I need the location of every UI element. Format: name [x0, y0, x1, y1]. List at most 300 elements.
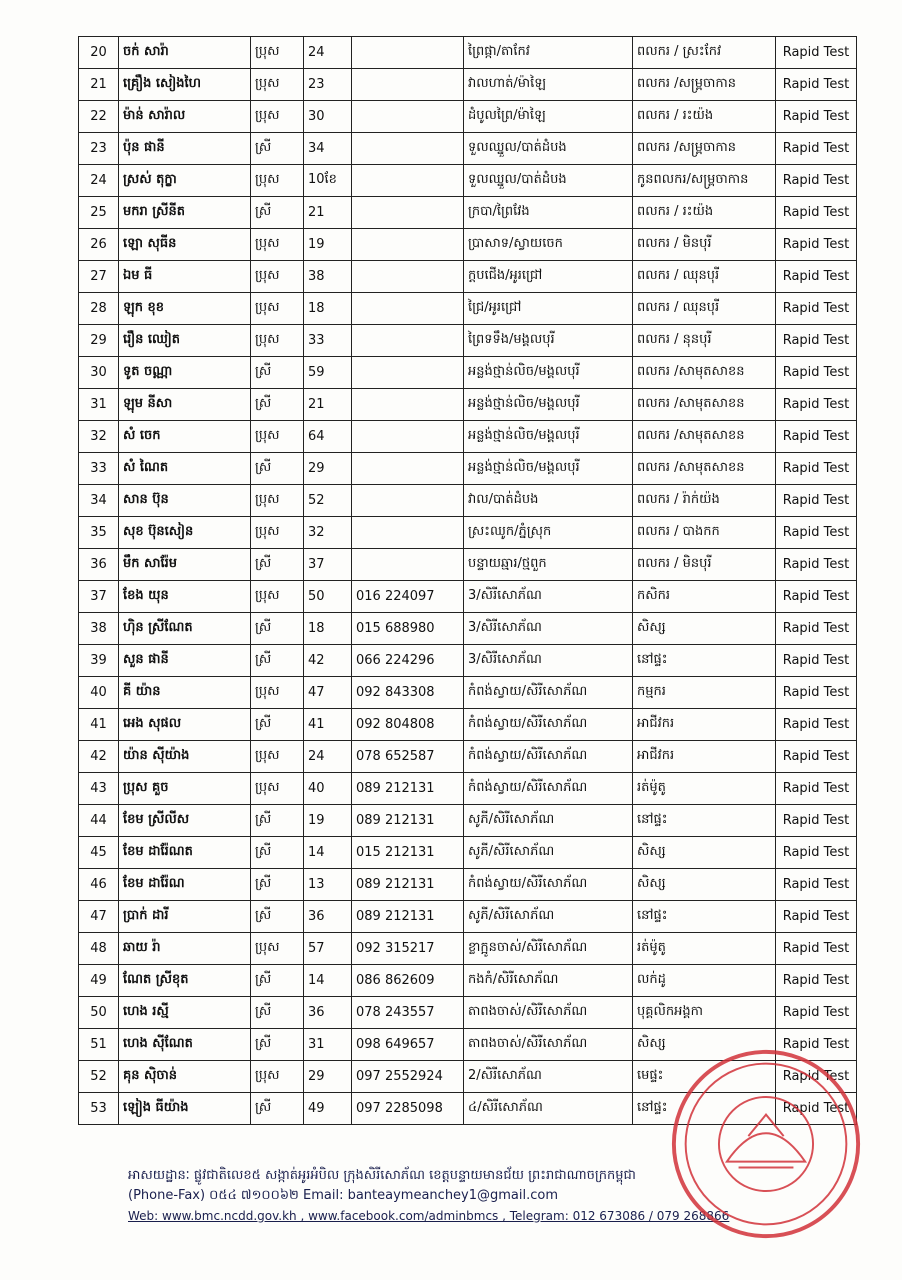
cell-address: តាពងចាស់/សិរីសោភ័ណ	[464, 997, 633, 1029]
cell-person-name: ណែត ស្រីខុត	[119, 965, 251, 997]
table-row	[79, 837, 857, 869]
cell-occupation: កសិករ	[633, 581, 776, 613]
cell-row-number: 49	[79, 965, 119, 997]
table-row	[79, 133, 857, 165]
cell-sex: ប្រុស	[251, 741, 304, 773]
cell-test-type: Rapid Test	[776, 965, 857, 997]
cell-phone-number: 015 688980	[352, 613, 464, 645]
table-row	[79, 581, 857, 613]
cell-address: តាពងចាស់/សិរីសោភ័ណ	[464, 1029, 633, 1061]
cell-address: ជ្រៃ/អូរជ្រៅ	[464, 293, 633, 325]
cell-test-type: Rapid Test	[776, 613, 857, 645]
cell-phone-number: 089 212131	[352, 773, 464, 805]
table-row	[79, 773, 857, 805]
cell-person-name: ហេង រស្មី	[119, 997, 251, 1029]
cell-age: 23	[304, 69, 352, 101]
cell-occupation: ពលករ / រះយ៉ង	[633, 101, 776, 133]
cell-occupation: អាជីវករ	[633, 741, 776, 773]
cell-row-number: 39	[79, 645, 119, 677]
cell-phone-number: 078 652587	[352, 741, 464, 773]
cell-address: ព្រៃផ្កា/តាកែវ	[464, 37, 633, 69]
cell-row-number: 41	[79, 709, 119, 741]
cell-sex: ស្រី	[251, 837, 304, 869]
cell-person-name: គ្រឿង សៀងហៃ	[119, 69, 251, 101]
cell-occupation: កម្មករ	[633, 677, 776, 709]
cell-address: វាលហាត់/ម៉ាឡៃ	[464, 69, 633, 101]
cell-occupation: អាជីវករ	[633, 709, 776, 741]
cell-address: កំពង់ស្វាយ/សិរីសោភ័ណ	[464, 869, 633, 901]
cell-sex: ស្រី	[251, 197, 304, 229]
cell-person-name: មករា ស្រីនីត	[119, 197, 251, 229]
cell-row-number: 36	[79, 549, 119, 581]
cell-occupation: ពលករ / បាងកក	[633, 517, 776, 549]
cell-test-type: Rapid Test	[776, 165, 857, 197]
cell-age: 33	[304, 325, 352, 357]
cell-test-type: Rapid Test	[776, 325, 857, 357]
cell-address: 3/សិរីសោភ័ណ	[464, 613, 633, 645]
cell-phone-number: 092 315217	[352, 933, 464, 965]
cell-address: ទួលឈ្នួល/បាត់ដំបង	[464, 133, 633, 165]
cell-sex: ស្រី	[251, 133, 304, 165]
cell-test-type: Rapid Test	[776, 997, 857, 1029]
cell-test-type: Rapid Test	[776, 293, 857, 325]
cell-phone-number	[352, 453, 464, 485]
table-row	[79, 165, 857, 197]
cell-age: 30	[304, 101, 352, 133]
cell-sex: ស្រី	[251, 549, 304, 581]
table-row	[79, 645, 857, 677]
table-row	[79, 357, 857, 389]
cell-address: ព្រៃទទឹង/មង្គលបុរី	[464, 325, 633, 357]
cell-test-type: Rapid Test	[776, 677, 857, 709]
table-row	[79, 485, 857, 517]
cell-phone-number	[352, 549, 464, 581]
cell-age: 32	[304, 517, 352, 549]
cell-row-number: 30	[79, 357, 119, 389]
cell-person-name: ស្រស់ តុក្ខា	[119, 165, 251, 197]
cell-sex: ប្រុស	[251, 581, 304, 613]
cell-sex: ប្រុស	[251, 421, 304, 453]
cell-test-type: Rapid Test	[776, 1061, 857, 1093]
cell-sex: ស្រី	[251, 357, 304, 389]
cell-test-type: Rapid Test	[776, 805, 857, 837]
cell-test-type: Rapid Test	[776, 773, 857, 805]
table-row	[79, 869, 857, 901]
cell-row-number: 48	[79, 933, 119, 965]
cell-occupation: ពលករ / រ៉ាក់យ៉ង	[633, 485, 776, 517]
cell-occupation: ពលករ / មិនបុរី	[633, 549, 776, 581]
cell-sex: ប្រុស	[251, 229, 304, 261]
cell-address: សូភី/សិរីសោភ័ណ	[464, 805, 633, 837]
cell-address: ប្រាសាទ/ស្វាយចេក	[464, 229, 633, 261]
roster-table	[78, 36, 857, 1125]
cell-phone-number: 078 243557	[352, 997, 464, 1029]
cell-row-number: 53	[79, 1093, 119, 1125]
cell-test-type: Rapid Test	[776, 1093, 857, 1125]
cell-occupation: សិស្ស	[633, 837, 776, 869]
cell-person-name: យ៉ាន ស៊ីយ៉ាង	[119, 741, 251, 773]
cell-row-number: 28	[79, 293, 119, 325]
cell-age: 50	[304, 581, 352, 613]
cell-row-number: 42	[79, 741, 119, 773]
table-row	[79, 965, 857, 997]
cell-sex: ស្រី	[251, 1029, 304, 1061]
cell-test-type: Rapid Test	[776, 1029, 857, 1061]
footer-web-text[interactable]: Web: www.bmc.ncdd.gov.kh , www.facebook.com/adminbmcs , Telegram: 012 673086 / 079 268866	[128, 1209, 730, 1223]
cell-age: 34	[304, 133, 352, 165]
cell-age: 49	[304, 1093, 352, 1125]
cell-test-type: Rapid Test	[776, 261, 857, 293]
cell-row-number: 20	[79, 37, 119, 69]
cell-person-name: ហ៊ិន ស្រីណែត	[119, 613, 251, 645]
cell-age: 24	[304, 37, 352, 69]
cell-person-name: ឡៀង ធីយ៉ាង	[119, 1093, 251, 1125]
cell-phone-number	[352, 485, 464, 517]
cell-address: កំពង់ស្វាយ/សិរីសោភ័ណ	[464, 677, 633, 709]
cell-row-number: 43	[79, 773, 119, 805]
cell-occupation: ពលករ / ឈុនបុរី	[633, 293, 776, 325]
table-row	[79, 37, 857, 69]
cell-phone-number	[352, 325, 464, 357]
cell-test-type: Rapid Test	[776, 197, 857, 229]
cell-person-name: ខែង យុន	[119, 581, 251, 613]
table-row	[79, 933, 857, 965]
cell-test-type: Rapid Test	[776, 901, 857, 933]
cell-sex: ស្រី	[251, 997, 304, 1029]
cell-occupation: នៅផ្ទះ	[633, 645, 776, 677]
cell-age: 52	[304, 485, 352, 517]
cell-row-number: 52	[79, 1061, 119, 1093]
cell-sex: ស្រី	[251, 965, 304, 997]
cell-sex: ប្រុស	[251, 677, 304, 709]
cell-person-name: សួន ផានី	[119, 645, 251, 677]
cell-test-type: Rapid Test	[776, 485, 857, 517]
cell-age: 42	[304, 645, 352, 677]
cell-person-name: ខែម ដារ៉ែណ	[119, 869, 251, 901]
cell-sex: ប្រុស	[251, 37, 304, 69]
cell-occupation: សិស្ស	[633, 613, 776, 645]
cell-address: 3/សិរីសោភ័ណ	[464, 581, 633, 613]
cell-phone-number	[352, 389, 464, 421]
cell-test-type: Rapid Test	[776, 581, 857, 613]
table-row	[79, 997, 857, 1029]
cell-occupation: ពលករ /សម្ព្រចាកាន	[633, 133, 776, 165]
cell-phone-number	[352, 357, 464, 389]
cell-age: 18	[304, 293, 352, 325]
cell-person-name: គុន ស៊ិចាន់	[119, 1061, 251, 1093]
cell-occupation: នៅផ្ទះ	[633, 805, 776, 837]
cell-age: 38	[304, 261, 352, 293]
cell-address: កំពង់ស្វាយ/សិរីសោភ័ណ	[464, 709, 633, 741]
cell-age: 37	[304, 549, 352, 581]
cell-sex: ប្រុស	[251, 293, 304, 325]
cell-row-number: 44	[79, 805, 119, 837]
cell-row-number: 25	[79, 197, 119, 229]
table-row	[79, 453, 857, 485]
cell-address: ដំបូលព្រៃ/ម៉ាឡៃ	[464, 101, 633, 133]
cell-sex: ប្រុស	[251, 933, 304, 965]
cell-row-number: 37	[79, 581, 119, 613]
cell-address: អន្លង់ថ្មាន់លិច/មង្គលបុរី	[464, 453, 633, 485]
cell-address: ក្របា/ព្រៃវែង	[464, 197, 633, 229]
cell-person-name: រឿន ឈៀត	[119, 325, 251, 357]
cell-occupation: ពលករ / មិនបុរី	[633, 229, 776, 261]
cell-age: 21	[304, 197, 352, 229]
cell-person-name: ឡោ សុធីន	[119, 229, 251, 261]
cell-age: 31	[304, 1029, 352, 1061]
cell-phone-number: 089 212131	[352, 869, 464, 901]
cell-test-type: Rapid Test	[776, 933, 857, 965]
cell-phone-number	[352, 229, 464, 261]
cell-age: 14	[304, 965, 352, 997]
cell-occupation: កូនពលករ/សម្ព្រចាកាន	[633, 165, 776, 197]
cell-sex: ប្រុស	[251, 485, 304, 517]
cell-address: កំពង់ស្វាយ/សិរីសោភ័ណ	[464, 741, 633, 773]
cell-age: 57	[304, 933, 352, 965]
seal-outer-ring	[674, 1052, 858, 1236]
cell-age: 24	[304, 741, 352, 773]
cell-row-number: 51	[79, 1029, 119, 1061]
cell-age: 10ខែ	[304, 165, 352, 197]
cell-person-name: សាន ប៊ុន	[119, 485, 251, 517]
table-row	[79, 229, 857, 261]
cell-address: ទួលឈ្នួល/បាត់ដំបង	[464, 165, 633, 197]
cell-occupation: សិស្ស	[633, 869, 776, 901]
cell-occupation: បុគ្គលិកអង្គកា	[633, 997, 776, 1029]
cell-occupation: ពលករ /សម្ព្រចាកាន	[633, 69, 776, 101]
cell-sex: ស្រី	[251, 805, 304, 837]
cell-address: អន្លង់ថ្មាន់លិច/មង្គលបុរី	[464, 389, 633, 421]
cell-row-number: 33	[79, 453, 119, 485]
cell-row-number: 31	[79, 389, 119, 421]
cell-address: វាល/បាត់ដំបង	[464, 485, 633, 517]
cell-row-number: 46	[79, 869, 119, 901]
cell-test-type: Rapid Test	[776, 421, 857, 453]
cell-row-number: 27	[79, 261, 119, 293]
cell-phone-number	[352, 133, 464, 165]
cell-sex: ប្រុស	[251, 261, 304, 293]
cell-phone-number: 092 843308	[352, 677, 464, 709]
cell-phone-number: 066 224296	[352, 645, 464, 677]
cell-age: 36	[304, 997, 352, 1029]
cell-person-name: គី យ៉ាន	[119, 677, 251, 709]
cell-person-name: ខែម ស្រីលីស	[119, 805, 251, 837]
cell-sex: ប្រុស	[251, 101, 304, 133]
cell-sex: ស្រី	[251, 453, 304, 485]
cell-age: 13	[304, 869, 352, 901]
table-row	[79, 517, 857, 549]
cell-address: អន្លង់ថ្មាន់លិច/មង្គលបុរី	[464, 357, 633, 389]
cell-address: កំពង់ស្វាយ/សិរីសោភ័ណ	[464, 773, 633, 805]
cell-row-number: 24	[79, 165, 119, 197]
cell-sex: ប្រុស	[251, 517, 304, 549]
cell-row-number: 26	[79, 229, 119, 261]
cell-sex: ស្រី	[251, 869, 304, 901]
cell-phone-number	[352, 421, 464, 453]
cell-address: បន្ទាយឆ្មារ/ថ្មពួក	[464, 549, 633, 581]
table-row	[79, 709, 857, 741]
cell-phone-number	[352, 37, 464, 69]
cell-row-number: 47	[79, 901, 119, 933]
cell-test-type: Rapid Test	[776, 453, 857, 485]
cell-age: 14	[304, 837, 352, 869]
cell-sex: ស្រី	[251, 613, 304, 645]
cell-age: 59	[304, 357, 352, 389]
cell-phone-number: 097 2285098	[352, 1093, 464, 1125]
cell-test-type: Rapid Test	[776, 101, 857, 133]
cell-address: ស្រះឈូក/ភ្នំស្រុក	[464, 517, 633, 549]
cell-occupation: ពលករ /សាមុតសាខន	[633, 421, 776, 453]
cell-row-number: 34	[79, 485, 119, 517]
cell-address: ខ្លាក្អូនចាស់/សិរីសោភ័ណ	[464, 933, 633, 965]
cell-occupation: ពលករ /សាមុតសាខន	[633, 453, 776, 485]
cell-occupation: សិស្ស	[633, 1029, 776, 1061]
cell-person-name: ខែម ដារ៉ែណត	[119, 837, 251, 869]
table-row	[79, 549, 857, 581]
seal-inner-ring	[686, 1064, 847, 1225]
cell-phone-number	[352, 69, 464, 101]
cell-test-type: Rapid Test	[776, 741, 857, 773]
cell-person-name: ប៉ុន ផានី	[119, 133, 251, 165]
cell-age: 41	[304, 709, 352, 741]
cell-occupation: រត់ម៉ូតូ	[633, 773, 776, 805]
cell-person-name: មឹក សារ៉ែម	[119, 549, 251, 581]
footer-address: អាសយដ្ឋានៈ ផ្លូវជាតិលេខ៥ សង្កាត់អូរអំបិល ក្រុងសិរីសោភ័ណ ខេត្តបន្ទាយមានជ័យ ព្រះរាជាណាចក្រកម្ពុជា	[128, 1168, 636, 1183]
cell-test-type: Rapid Test	[776, 645, 857, 677]
table-row	[79, 197, 857, 229]
cell-person-name: ហេង ស៊ីណែត	[119, 1029, 251, 1061]
cell-test-type: Rapid Test	[776, 517, 857, 549]
cell-address: សូភី/សិរីសោភ័ណ	[464, 837, 633, 869]
cell-address: 2/សិរីសោភ័ណ	[464, 1061, 633, 1093]
cell-phone-number	[352, 197, 464, 229]
cell-test-type: Rapid Test	[776, 709, 857, 741]
cell-test-type: Rapid Test	[776, 357, 857, 389]
cell-sex: ស្រី	[251, 645, 304, 677]
cell-age: 21	[304, 389, 352, 421]
cell-row-number: 32	[79, 421, 119, 453]
cell-sex: ប្រុស	[251, 165, 304, 197]
cell-age: 29	[304, 1061, 352, 1093]
cell-sex: ស្រី	[251, 709, 304, 741]
cell-occupation: នៅផ្ទះ	[633, 901, 776, 933]
cell-age: 29	[304, 453, 352, 485]
cell-phone-number	[352, 101, 464, 133]
table-row	[79, 421, 857, 453]
table-row	[79, 613, 857, 645]
cell-test-type: Rapid Test	[776, 837, 857, 869]
cell-test-type: Rapid Test	[776, 133, 857, 165]
table-row	[79, 101, 857, 133]
seal-emblem	[727, 1133, 805, 1161]
cell-sex: ប្រុស	[251, 1061, 304, 1093]
cell-person-name: ប្រុស គួច	[119, 773, 251, 805]
cell-person-name: អេង សុផល	[119, 709, 251, 741]
cell-person-name: ទូត ចណ្ណា	[119, 357, 251, 389]
table-row	[79, 389, 857, 421]
cell-phone-number: 089 212131	[352, 805, 464, 837]
cell-occupation: ពលករ /សាមុតសាខន	[633, 389, 776, 421]
cell-age: 40	[304, 773, 352, 805]
cell-test-type: Rapid Test	[776, 869, 857, 901]
cell-row-number: 29	[79, 325, 119, 357]
cell-test-type: Rapid Test	[776, 37, 857, 69]
cell-sex: ស្រី	[251, 389, 304, 421]
cell-test-type: Rapid Test	[776, 389, 857, 421]
cell-occupation: ពលករ /សាមុតសាខន	[633, 357, 776, 389]
cell-row-number: 21	[79, 69, 119, 101]
cell-person-name: សុខ ប៊ុនសៀន	[119, 517, 251, 549]
footer-contact: (Phone-Fax) ០៥៤ ៧១០០៦២ Email: banteaymeanchey1@gmail.com	[128, 1188, 559, 1203]
roster-body	[79, 37, 857, 1125]
cell-address: កងកំ/សិរីសោភ័ណ	[464, 965, 633, 997]
cell-phone-number	[352, 261, 464, 293]
cell-age: 64	[304, 421, 352, 453]
cell-row-number: 38	[79, 613, 119, 645]
cell-person-name: ឯម ធី	[119, 261, 251, 293]
cell-person-name: សំ ចេក	[119, 421, 251, 453]
cell-age: 19	[304, 805, 352, 837]
cell-person-name: ឡុម នីសា	[119, 389, 251, 421]
cell-sex: ស្រី	[251, 1093, 304, 1125]
cell-person-name: ប្រាក់ ដារី	[119, 901, 251, 933]
cell-occupation: ពលករ / រះយ៉ង	[633, 197, 776, 229]
cell-row-number: 45	[79, 837, 119, 869]
seal-center-ring	[719, 1097, 813, 1191]
cell-test-type: Rapid Test	[776, 229, 857, 261]
cell-row-number: 50	[79, 997, 119, 1029]
cell-phone-number: 097 2552924	[352, 1061, 464, 1093]
cell-phone-number: 098 649657	[352, 1029, 464, 1061]
cell-sex: ប្រុស	[251, 69, 304, 101]
cell-phone-number: 015 212131	[352, 837, 464, 869]
cell-person-name: សំ ណៃត	[119, 453, 251, 485]
cell-phone-number	[352, 165, 464, 197]
cell-age: 18	[304, 613, 352, 645]
table-row	[79, 293, 857, 325]
cell-age: 19	[304, 229, 352, 261]
cell-address: ក្តបជើង/អូរជ្រៅ	[464, 261, 633, 293]
cell-age: 36	[304, 901, 352, 933]
table-row	[79, 677, 857, 709]
cell-phone-number	[352, 517, 464, 549]
table-row	[79, 805, 857, 837]
cell-sex: ប្រុស	[251, 773, 304, 805]
cell-sex: ស្រី	[251, 901, 304, 933]
cell-occupation: រត់ម៉ូតូ	[633, 933, 776, 965]
cell-phone-number: 016 224097	[352, 581, 464, 613]
cell-occupation: លក់ដូ	[633, 965, 776, 997]
cell-address: អន្លង់ថ្មាន់លិច/មង្គលបុរី	[464, 421, 633, 453]
official-seal-icon	[668, 1046, 864, 1242]
cell-phone-number: 092 804808	[352, 709, 464, 741]
cell-phone-number	[352, 293, 464, 325]
cell-person-name: ឡុក ខុខ	[119, 293, 251, 325]
cell-occupation: នៅផ្ទះ	[633, 1093, 776, 1125]
cell-phone-number: 089 212131	[352, 901, 464, 933]
cell-phone-number: 086 862609	[352, 965, 464, 997]
cell-occupation: មេផ្ទះ	[633, 1061, 776, 1093]
table-row	[79, 901, 857, 933]
table-row	[79, 741, 857, 773]
cell-test-type: Rapid Test	[776, 69, 857, 101]
cell-address: ៤/សិរីសោភ័ណ	[464, 1093, 633, 1125]
cell-test-type: Rapid Test	[776, 549, 857, 581]
cell-address: សូភី/សិរីសោភ័ណ	[464, 901, 633, 933]
cell-row-number: 23	[79, 133, 119, 165]
table-row	[79, 325, 857, 357]
cell-person-name: ចក់ សារ៉ា	[119, 37, 251, 69]
